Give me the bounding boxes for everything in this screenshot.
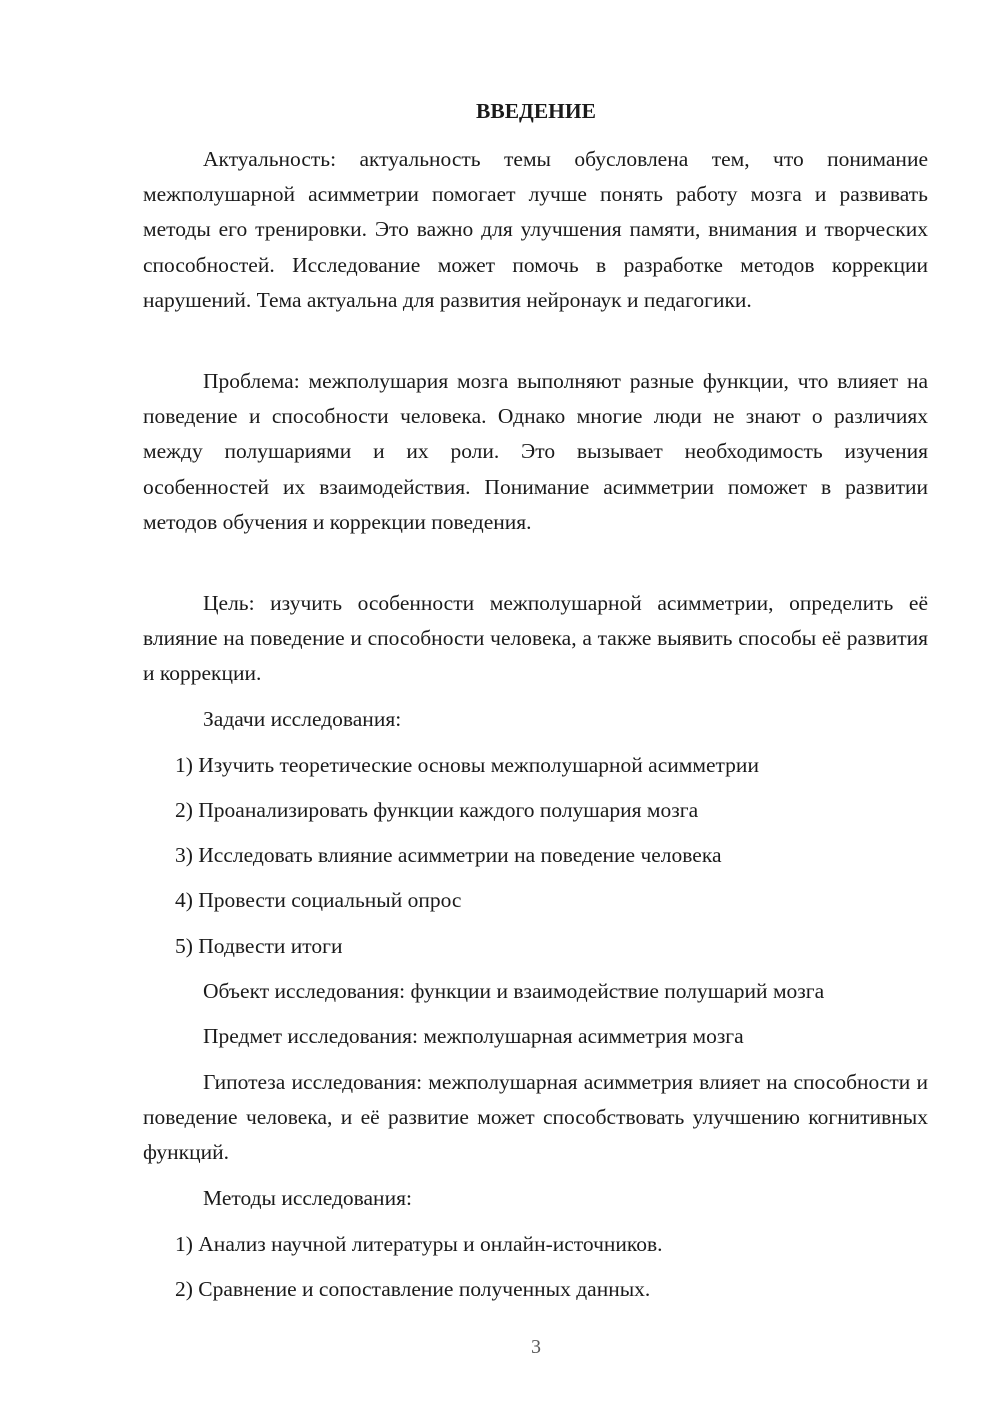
task-item: 5) Подвести итоги [175,934,343,958]
page-number: 3 [531,1336,541,1358]
relevance-paragraph: Актуальность: актуальность темы обусловлена тем, что понимание межполушарной асимметрии помогает лучше понять работу мозга и развивать методы его тренировки. Это важно для улучшения памяти, внимания и творческих способностей. Исследование может помочь в разработке методов коррекции нарушений. Тема актуальна для развития нейронаук и педагогики. [143,147,928,312]
method-item: 2) Сравнение и сопоставление полученных данных. [175,1277,651,1301]
method-item: 1) Анализ научной литературы и онлайн-источников. [175,1232,663,1256]
object-paragraph: Объект исследования: функции и взаимодействие полушарий мозга [203,979,825,1003]
goal-paragraph: Цель: изучить особенности межполушарной асимметрии, определить её влияние на поведение и способности человека, а также выявить способы её развития и коррекции. [143,591,928,686]
methods-heading: Методы исследования: [203,1186,412,1210]
task-item: 4) Провести социальный опрос [175,888,462,912]
task-item: 2) Проанализировать функции каждого полушария мозга [175,798,699,822]
subject-paragraph: Предмет исследования: межполушарная асимметрия мозга [203,1024,744,1048]
task-item: 1) Изучить теоретические основы межполушарной асимметрии [175,753,759,777]
hypothesis-paragraph: Гипотеза исследования: межполушарная асимметрия влияет на способности и поведение человека, и её развитие может способствовать улучшению когнитивных функций. [143,1070,928,1165]
tasks-heading: Задачи исследования: [203,707,402,731]
problem-paragraph: Проблема: межполушария мозга выполняют разные функции, что влияет на поведение и способности человека. Однако многие люди не знают о различиях между полушариями и их роли. Это вызывает необходимость изучения особенностей их взаимодействия. Понимание асимметрии поможет в развитии методов обучения и коррекции поведения. [143,369,928,534]
task-item: 3) Исследовать влияние асимметрии на поведение человека [175,843,722,867]
section-title: ВВЕДЕНИЕ [476,99,596,123]
